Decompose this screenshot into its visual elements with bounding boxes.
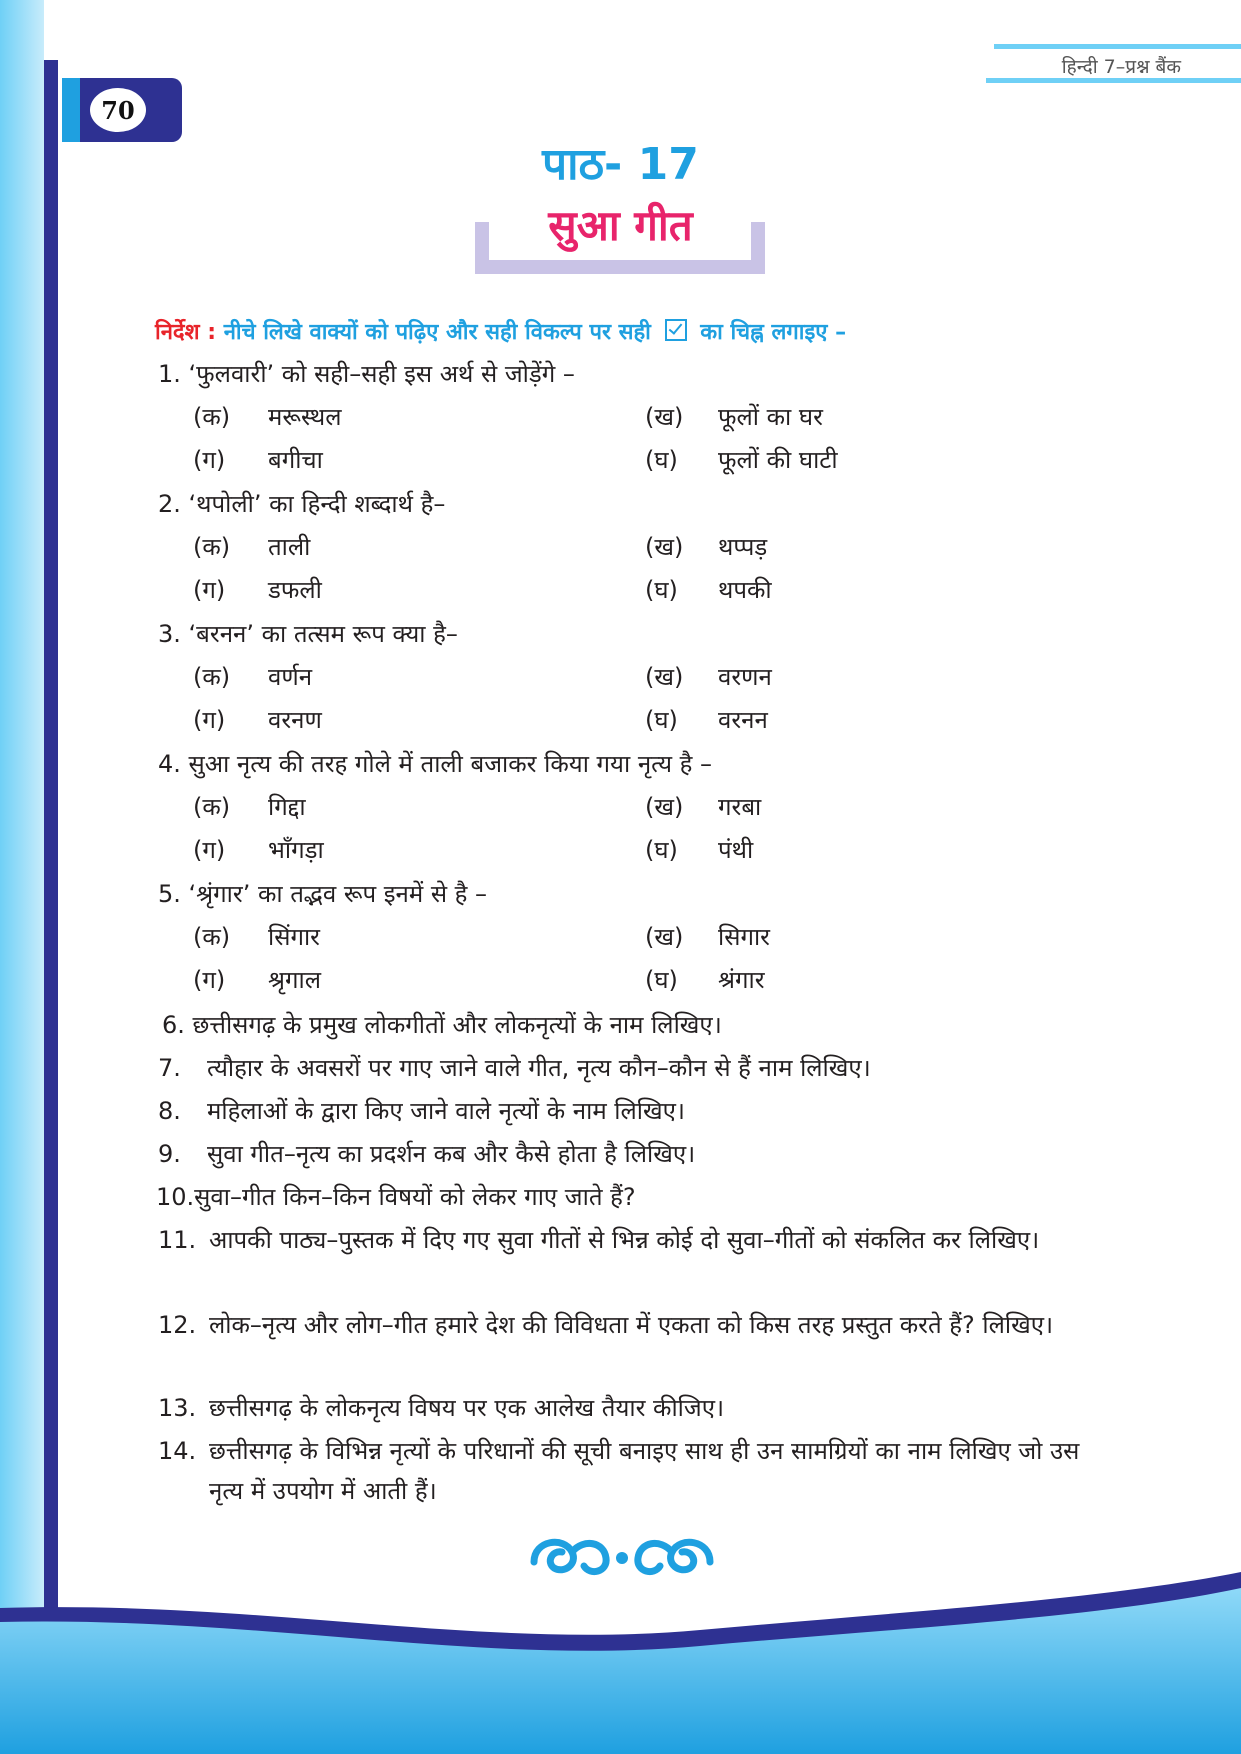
lesson-number: पाठ- 17: [542, 139, 699, 190]
option-key: (ख): [645, 923, 684, 951]
option-key: (ख): [645, 533, 684, 561]
option-key: (घ): [645, 706, 678, 734]
instruction-label: निर्देश :: [155, 320, 217, 345]
option-key: (ख): [645, 663, 684, 691]
option-text: वरणन: [718, 663, 772, 691]
mcq-question: 3. ‘बरनन’ का तत्सम रूप क्या है–: [158, 620, 458, 648]
option-text: गिद्दा: [268, 793, 306, 821]
question-item: 10.सुवा–गीत किन–किन विषयों को लेकर गाए जाते हैं?: [156, 1183, 636, 1211]
option-key: (घ): [645, 446, 678, 474]
lesson-title: सुआ गीत: [548, 201, 693, 250]
question-num: 14.: [158, 1437, 197, 1465]
option-key: (घ): [645, 966, 678, 994]
book-title: हिन्दी 7–प्रश्न बैंक: [1061, 56, 1181, 78]
option-key: (ग): [193, 836, 226, 864]
option-text: डफली: [268, 576, 322, 604]
question-num: 7.: [158, 1054, 181, 1082]
option-key: (ग): [193, 576, 226, 604]
option-text: थपकी: [718, 576, 772, 604]
option-text: वरनन: [718, 706, 768, 734]
option-key: (ख): [645, 403, 684, 431]
option-text: सिंगार: [268, 923, 320, 951]
question-text: छत्तीसगढ़ के विभिन्न नृत्यों के परिधानों की सूची बनाइए साथ ही उन सामग्रियों का नाम लिखिए जो उस नृत्य में उपयोग में आती हैं।: [209, 1437, 1080, 1505]
option-key: (ग): [193, 446, 226, 474]
question-num: 9.: [158, 1140, 181, 1168]
option-key: (क): [193, 923, 231, 951]
question-text: सुवा गीत–नृत्य का प्रदर्शन कब और कैसे होता है लिखिए।: [207, 1140, 696, 1168]
option-text: फूलों की घाटी: [718, 446, 838, 474]
question-num: 11.: [158, 1226, 197, 1254]
option-key: (ग): [193, 706, 226, 734]
question-item: 6. छत्तीसगढ़ के प्रमुख लोकगीतों और लोकनृत्यों के नाम लिखिए।: [162, 1011, 722, 1039]
option-text: थप्पड़: [718, 533, 768, 561]
mcq-question: 2. ‘थपोली’ का हिन्दी शब्दार्थ है–: [158, 490, 446, 518]
page-number: 70: [90, 88, 146, 132]
question-num: 13.: [158, 1394, 197, 1422]
mcq-question: 4. सुआ नृत्य की तरह गोले में ताली बजाकर किया गया नृत्य है –: [158, 750, 713, 778]
option-text: फूलों का घर: [718, 403, 823, 431]
option-key: (ग): [193, 966, 226, 994]
option-text: श्रंगार: [718, 966, 765, 994]
question-text: त्यौहार के अवसरों पर गाए जाने वाले गीत, नृत्य कौन–कौन से हैं नाम लिखिए।: [207, 1054, 871, 1082]
option-text: भाँगड़ा: [268, 836, 324, 864]
option-text: मरूस्थल: [268, 403, 342, 431]
mcq-question: 1. ‘फुलवारी’ को सही–सही इस अर्थ से जोड़ेंगे –: [158, 360, 575, 388]
question-text: महिलाओं के द्वारा किए जाने वाले नृत्यों के नाम लिखिए।: [207, 1097, 686, 1125]
option-text: गरबा: [718, 793, 762, 821]
question-text: छत्तीसगढ़ के लोकनृत्य विषय पर एक आलेख तैयार कीजिए।: [209, 1394, 725, 1422]
option-key: (क): [193, 533, 231, 561]
instruction-text-end: का चिह्न लगाइए –: [700, 320, 847, 345]
checkbox-check-icon: [665, 319, 687, 341]
question-text: आपकी पाठ्य–पुस्तक में दिए गए सुवा गीतों से भिन्न कोई दो सुवा–गीतों को संकलित कर लिखिए।: [209, 1226, 1040, 1254]
option-text: बगीचा: [268, 446, 323, 474]
option-text: पंथी: [718, 836, 754, 864]
bottom-wave-decoration: [0, 1560, 1241, 1754]
option-text: ताली: [268, 533, 311, 561]
option-text: सिगार: [718, 923, 770, 951]
option-text: श्रृगाल: [268, 966, 321, 994]
option-key: (ख): [645, 793, 684, 821]
option-key: (क): [193, 663, 231, 691]
instruction-text: नीचे लिखे वाक्यों को पढ़िए और सही विकल्प पर सही: [223, 320, 651, 345]
option-text: वरनण: [268, 706, 322, 734]
question-num: 8.: [158, 1097, 181, 1125]
option-key: (क): [193, 403, 231, 431]
option-key: (घ): [645, 576, 678, 604]
question-text: लोक–नृत्य और लोग–गीत हमारे देश की विविधता में एकता को किस तरह प्रस्तुत करते हैं? लिखिए।: [209, 1311, 1054, 1339]
instruction-line: [155, 316, 846, 346]
option-key: (घ): [645, 836, 678, 864]
option-text: वर्णन: [268, 663, 313, 691]
mcq-question: 5. ‘श्रृंगार’ का तद्भव रूप इनमें से है –: [158, 880, 488, 908]
question-num: 12.: [158, 1311, 197, 1339]
left-page-border: [0, 0, 58, 1754]
option-key: (क): [193, 793, 231, 821]
